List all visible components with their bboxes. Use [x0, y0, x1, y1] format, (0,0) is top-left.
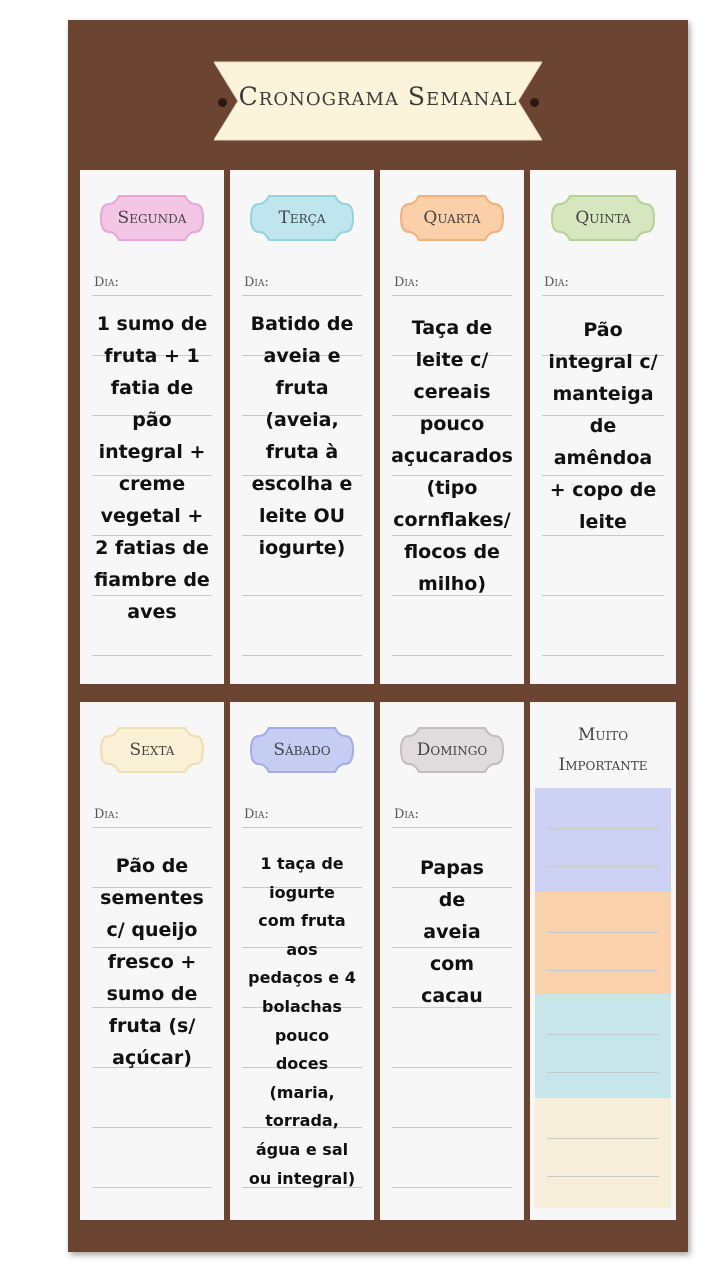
dia-label: Dia: — [244, 275, 269, 290]
day-name: Quinta — [575, 208, 631, 228]
meal-text: 1 sumo de fruta + 1 fatia de pão integral + creme vegetal + 2 fatias de fiambre de aves — [94, 313, 210, 623]
day-card-quinta — [530, 170, 676, 684]
day-name: Quarta — [423, 208, 481, 228]
label-badge — [80, 190, 224, 246]
meal-text: Taça de leite c/ cereais pouco açucarados (tipo cornflakes/ flocos de milho) — [391, 317, 513, 595]
meal-text: Batido de aveia e fruta (aveia, fruta à escolha e leite OU iogurte) — [250, 313, 354, 559]
dia-label: Dia: — [394, 275, 419, 290]
day-name: Terça — [278, 208, 326, 228]
day-card-quarta — [380, 170, 524, 684]
day-card-sabado — [230, 702, 374, 1220]
day-card-domingo — [380, 702, 524, 1220]
label-badge — [530, 190, 676, 246]
day-name: Sábado — [273, 740, 331, 760]
label-badge — [230, 190, 374, 246]
sticky-note-teal — [535, 994, 671, 1098]
schedule-board — [68, 20, 688, 1252]
label-badge — [80, 722, 224, 778]
day-name: Sexta — [129, 740, 175, 760]
sticky-note-blue — [535, 788, 671, 892]
label-badge — [230, 722, 374, 778]
meal-text: Pão de sementes c/ queijo fresco + sumo de fruta (s/ açúcar) — [100, 855, 204, 1069]
dia-label: Dia: — [544, 275, 569, 290]
meal-text: 1 taça de iogurte com fruta aos pedaços e 4 bolachas pouco doces (maria, torrada, água e sal ou integral) — [248, 854, 356, 1188]
dia-label: Dia: — [94, 807, 119, 822]
title-banner — [214, 60, 542, 142]
sticky-note-cream — [535, 1098, 671, 1208]
meal-text: Pão integral c/ manteiga de amêndoa + copo de leite — [548, 319, 658, 533]
sticky-note-orange — [535, 892, 671, 994]
day-name: Domingo — [416, 740, 488, 760]
dia-label: Dia: — [94, 275, 119, 290]
dia-label: Dia: — [244, 807, 269, 822]
important-title: Muito Importante — [558, 725, 648, 775]
meal-text: Papas de aveia com cacau — [420, 857, 484, 1007]
dia-label: Dia: — [394, 807, 419, 822]
important-card — [530, 702, 676, 1220]
day-card-terca — [230, 170, 374, 684]
day-card-segunda — [80, 170, 224, 684]
day-card-sexta — [80, 702, 224, 1220]
page-title: Cronograma Semanal — [238, 82, 518, 111]
day-name: Segunda — [117, 208, 187, 228]
label-badge — [380, 190, 524, 246]
label-badge — [380, 722, 524, 778]
